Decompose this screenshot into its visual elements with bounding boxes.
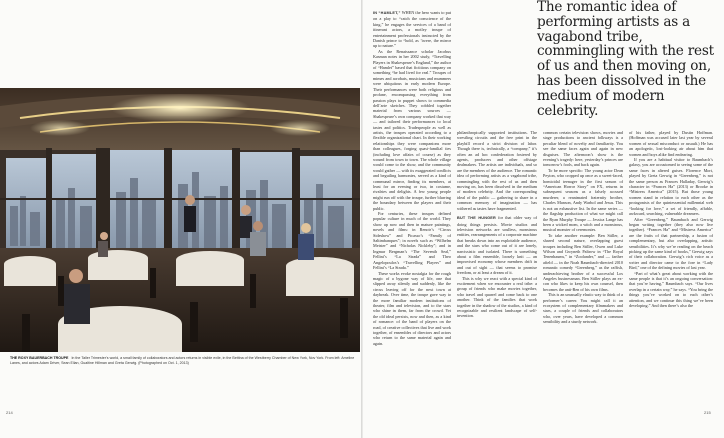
- paragraph: To be more specific: The young actor Dean Peyton, who cropped up once as a sweet-faced, homicidal teenager in the first season of “American Horror Story” on FX, returns in subsequent seasons as a falsely accused murderer, a reanimated fraternity brother, Charles Manson, Andy Warhol and Jesus. This is not an exhaustive list. In the same series — the flagship production of what we might call the Ryan Murphy Troupe — Jessica Lange has been a wicked mom, a witch and a monstrous, musical monster of ceremonies.: [543, 167, 623, 233]
- article-column-2: [457, 130, 537, 415]
- section-lead-in: BUT THE HUNGER: [457, 216, 496, 221]
- paragraph: [457, 215, 537, 275]
- paragraph: This is an unusually elastic way to think of a performer’s career. You might call it an ecosystem of complementary filmmakers and stars, a couple of friends and collaborators who, over years, have developed a common sensibility and a sturdy network.: [543, 292, 623, 325]
- caption-text: In the Taller Trimester’s world, a small family of collaborators and actors returns in visible exile, in the Bettina of the Westberry Chamber of New York, Nov York. From left: Ameline Lanes, and actors Adam Driver, Sean Ellan, Gualtine Hillman and Greta Gerwig. (Photographed on Oct. 1, 2013): [10, 356, 355, 365]
- paragraph: common certain television shows, movies and stage productions to ancient folkways is a peculiar blend of novelty and familiarity. You see the same faces again and again in new disguises. The afternoon’s show is the evening’s tragedy: here, yesterday’s princes are tomorrow’s fools, and back again.: [543, 130, 623, 168]
- paragraph-text: WHEN the hero wants to put on a play to “catch the conscience of the king,” he engages the services of a band of itinerant actors, a motley troupe of entertainment professionals instructed by the Danish prince to “hold, as ’twere, the mirror up to nature.”: [373, 10, 451, 49]
- section-lead-in: IN “HAMLET,”: [373, 11, 401, 15]
- photo-caption: [10, 356, 355, 365]
- paragraph: After “Greenberg,” Baumbach and Gerwig began writing together (they also now live together). “Frances Ha” and “Mistress America” are the fruits of that partnership, a fusion of complementary, but also overlapping, artistic sensibilities. It’s why we’re reading on the beach picking up the same kind of books,” Gerwig says of their collaboration. Gerwig’s rich voice as a writer and director came to the fore in “Lady Bird,” one of the defining movies of last year.: [629, 216, 713, 271]
- ensemble-photo: [0, 88, 360, 352]
- paragraph: For centuries, these troupes defined popular culture in much of the world. They show up now and then in mature paintings, novels and films: in Renoir’s “Circus Sideshow” and Picasso’s “Family of Saltimbanques”; in novels such as “Wilhelm Meister” and “Nicholas Nickleby”; and in Ingmar Bergman’s “The Seventh Seal,” Fellini’s “La Strada” and Theo Angelopoulos’s “Travelling Players” and Fellini’s “La Strada.”: [373, 211, 451, 271]
- paragraph: of his father, played by Dustin Hoffman. (Hoffman was accused later last year by several women of sexual misconduct or assault.) He has an apologetic, lost-looking air about him that women and boys alike find endearing.: [629, 130, 713, 157]
- paragraph: As the Renaissance scholar Jacobus Kasman notes in her 2002 study, “Travelling Players in Shakespeare’s England,” the author of “Hamlet” based that fictitious company on something “he had lived for real.” Troupes of mimes and acrobats, musicians and mummers were ubiquitous in early modern Europe. Their performances were both religious and profane, encompassing everything from passion plays to puppet shows to commedia dell’arte sketches. They cobbled together material from various sources — Shakespeare’s own company worked that way — and tailored their performances to local tastes and politics. Tradespeople as well as artists, the troupes operated according to a flexible organizational chart. In their working relationships they were companions more than colleagues, forging quasi-familial ties (including love affairs of course) as they wound from town to town. The whole village would come to the show, and the community would gather — with its exaggerated conflicts and beguiling harmonies, served as a kind of communal mirror, finding its members, at least for an evening or two, in costume, rivalries and delights. A few young people might run off with the troupe, further blurring the boundary between the players and their public.: [373, 48, 451, 211]
- caption-lead: THE ROXY BAUERBACH TROUPE: [10, 356, 69, 360]
- page-number-right: 215: [704, 410, 711, 415]
- paragraph: [373, 10, 451, 49]
- paragraph: philanthropically supported institutions. The wrestling circuits and the free print in the playbill record a strict division of labor. Though there is, technically, a “company,” it’s often an ad hoc confederation fostered by agents, producers and other offstage dealmakers. The artists are individuals, and so are the members of the audience. The romantic idea of performing artists as a vagabond tribe, commingling with the rest of us and then moving on, has been dissolved in the medium of modern celebrity. And the corresponding ideal of the public — gathering to share in a common memory of imagination — has withered as tastes have fragmented.: [457, 130, 537, 211]
- paragraph: This is why we react with a special kind of excitement when we encounter a real tribe: a group of friends who make movies together, who travel and quarrel and come back to one another. Think of the families that work together in the shadow of the studios, a kind of recognizable and resilient landscape of self-invention.: [457, 275, 537, 319]
- page-number-left: 214: [6, 410, 13, 415]
- article-column-1: [373, 10, 451, 415]
- paragraph-text: for that older way of doing things persists. Movie studios and television networks are soulless, monstrous entities, rearrangements of a corporate machine that breaks down into an exploitable audience, and the stars who come out of it are lonely, narcissistic and isolated. There is something about a film ensemble, loosely knit — an improvised economy whose members drift in and out of sight — that seems to promise freedom, or at least a dream of it.: [457, 215, 537, 276]
- paragraph: “Part of what’s great about working with the same people is that it’s an ongoing conversation: that you’re having,” Baumbach says. “Our lives overlap in a certain way,” he says. “You bring the things you’ve worked on to each other’s attention, and we continue this thing we’ve been developing.” And then there’s also the: [629, 270, 713, 308]
- paragraph: If you are a habitual visitor to Baumbach’s galaxy, you are accustomed to seeing some of the same faces in altered guises. Florence Mort, played by Greta Gerwig in “Greenberg,” is not the same person as Frances Halladay, Gerwig’s character in “Frances Ha” (2013) or Brooke in “Mistress America” (2015). But those young women stand in relation to each other as the protagonists of the quintessential millennial web “looking for love,” a set of friendly, affable, awkward, searching, vulnerable dreamers.: [629, 157, 713, 217]
- article-column-4: [629, 130, 713, 415]
- article-column-3: [543, 130, 623, 415]
- pull-quote: The romantic idea of performing artists as a vagabond tribe, commingling with the rest of us and then moving on, has been dissolved in the medium of modern celebrity.: [537, 0, 714, 119]
- page-gutter: [361, 0, 363, 438]
- ballroom-photo-illustration: [0, 88, 360, 352]
- paragraph: These works evoke nostalgia for the rough magic of a bygone way of life, one that slipped away silently and suddenly, like the circus leaving off for the next town at daybreak. Over time, the troupe gave way to the more familiar modern institutions of theater, film and television, and to the stars who shine in them, far from the crowd. Yet the old ideal persists, now and then, as a kind of romance: of the band of players on the road, of creative collectives that live and work together, of ensembles of directors and actors who return to the same material again and again.: [373, 270, 451, 346]
- paragraph: To take another example: Ben Stiller, a shared second nature, overlapping guest troupes including Ben Stiller, Owen and Luke Wilson and Gwyneth Paltrow in “The Royal Tenenbaums,” in “Zoolander,” and — farther afield — in the Noah Baumbach-directed 2010 romantic comedy “Greenberg,” as the raffish, underachieving brother of a successful Los Angeles businessman. Ben Stiller plays an ex-con who likes to keep his own counsel, then becomes the anti-Ben of his own films.: [543, 232, 623, 292]
